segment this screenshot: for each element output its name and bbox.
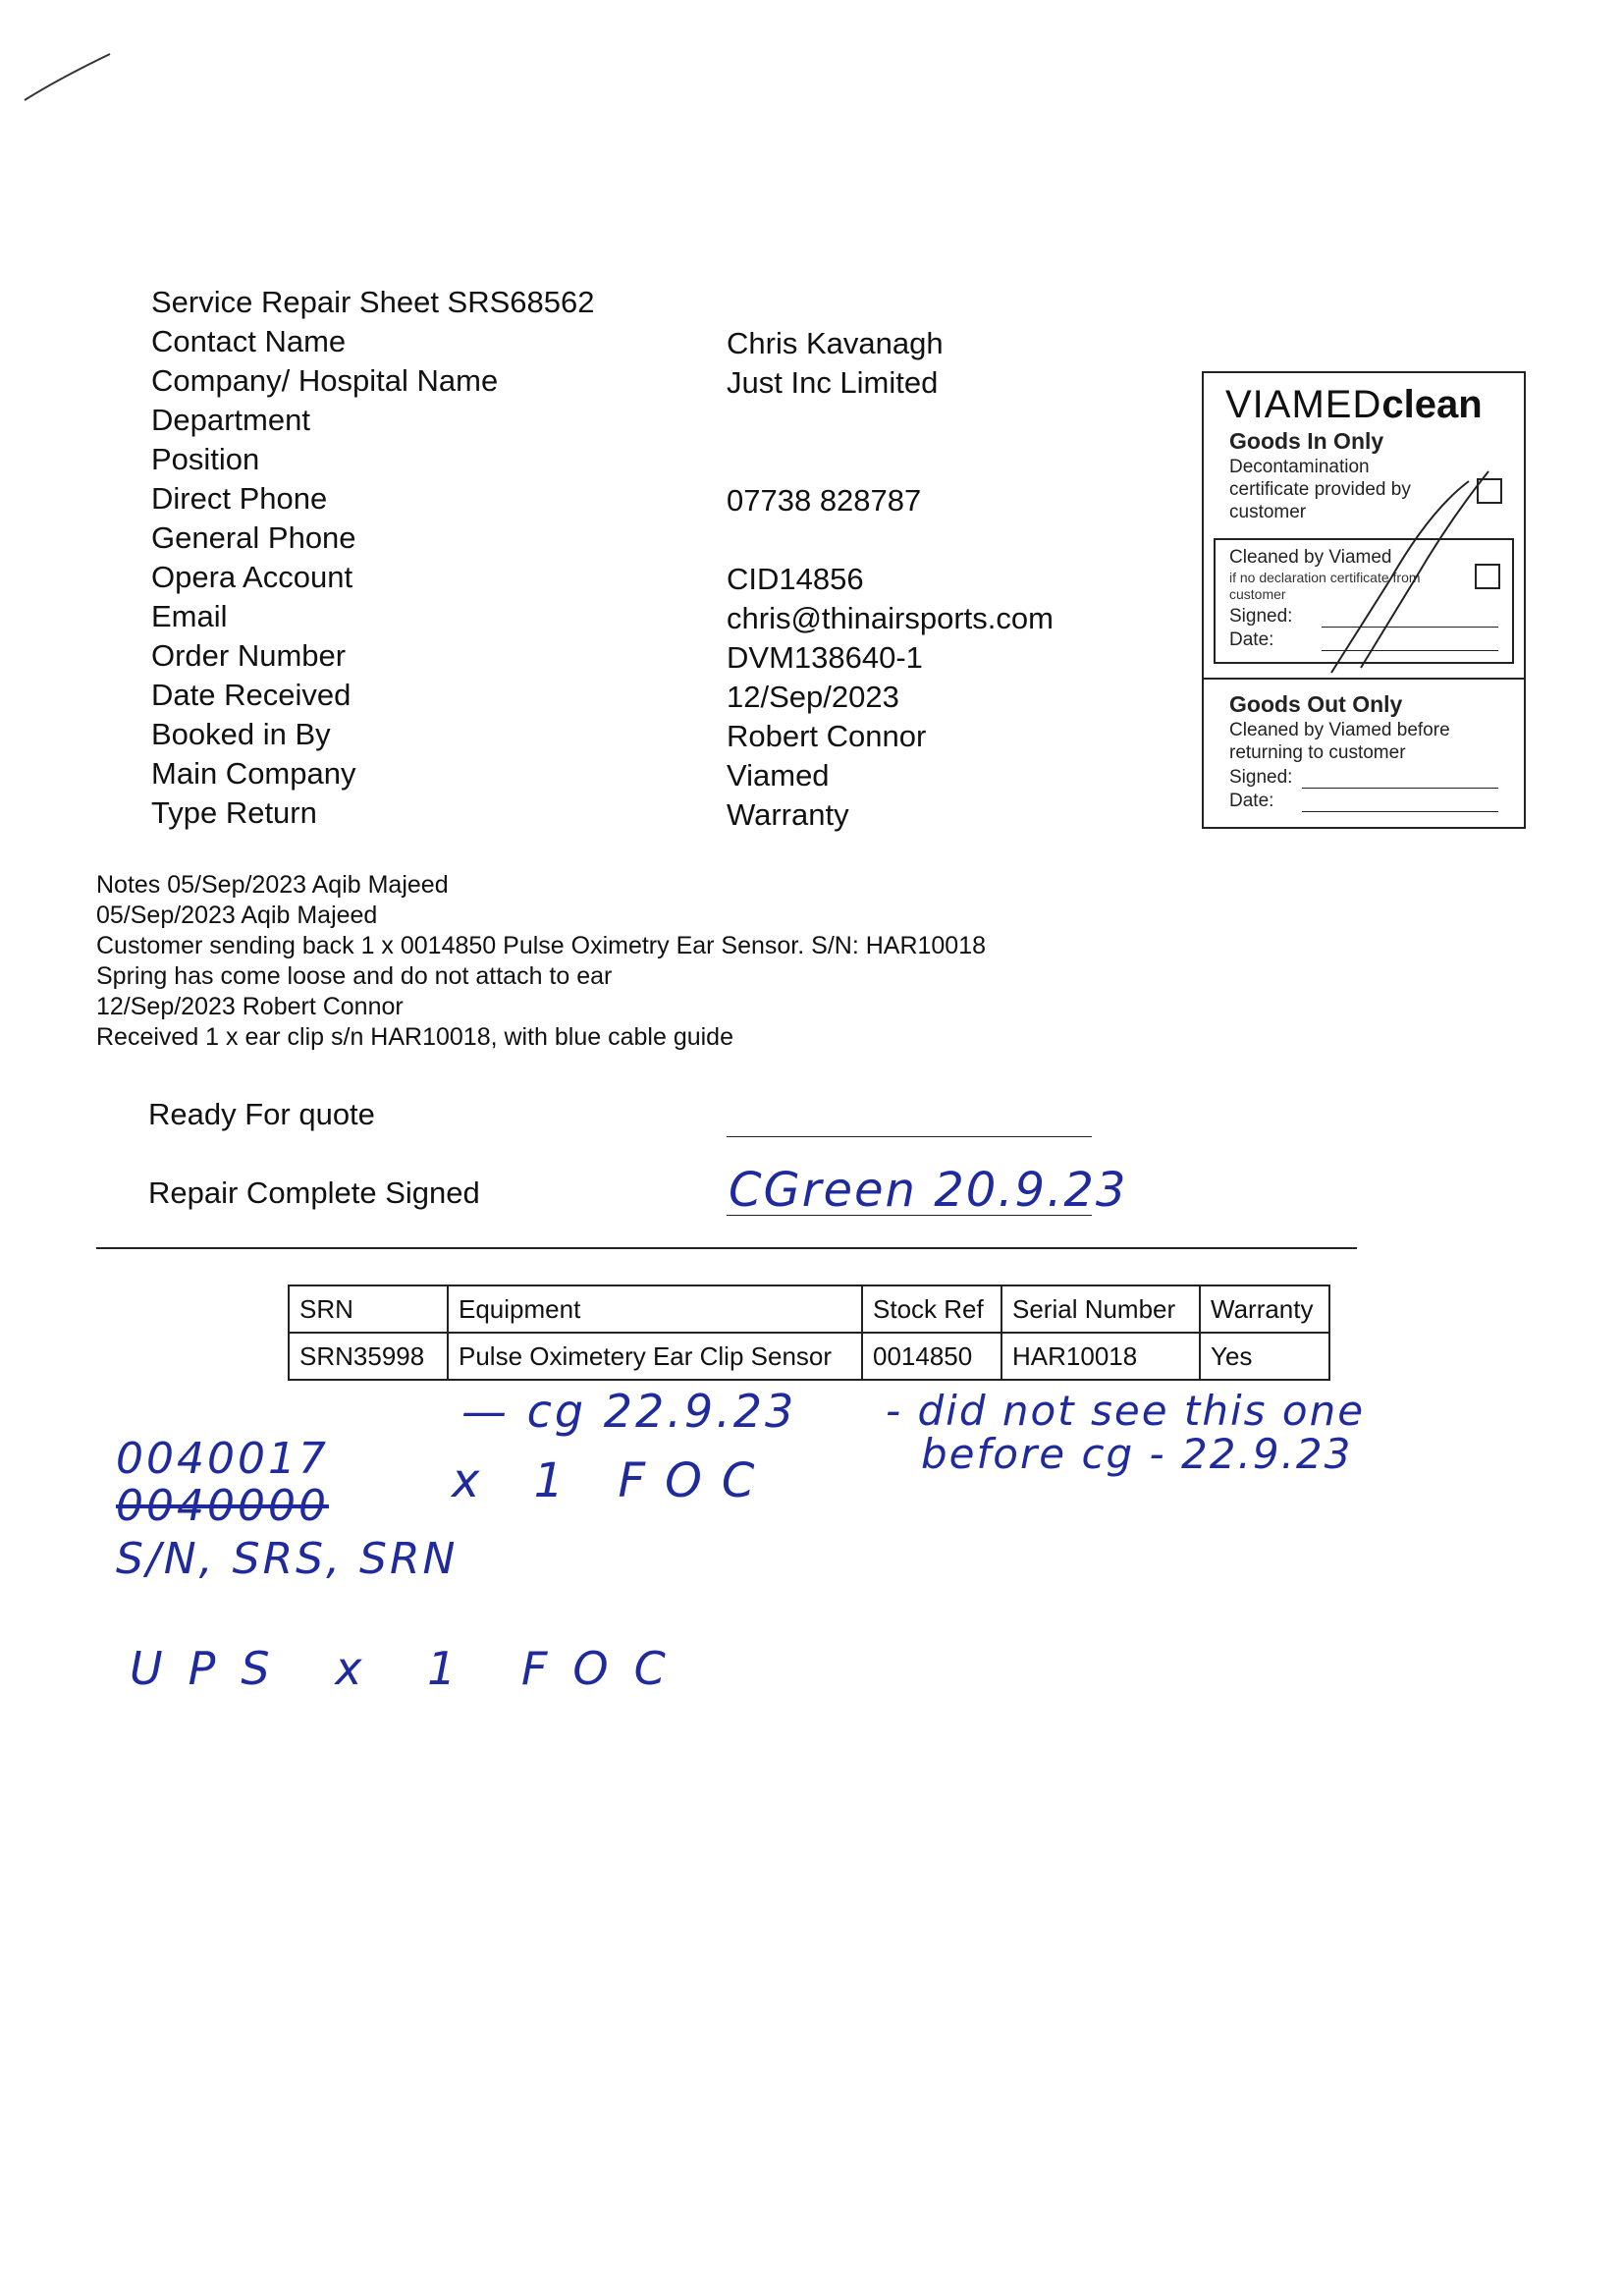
viamed-clean-logo	[1225, 381, 1483, 428]
field-value: Warranty	[727, 797, 849, 832]
repair-complete-line	[727, 1215, 1092, 1216]
goods-in-title: Goods In Only	[1229, 428, 1384, 454]
field-value: Robert Connor	[727, 719, 927, 753]
handwritten-check-mark	[1322, 462, 1498, 678]
goods-out-title: Goods Out Only	[1229, 691, 1403, 717]
handwritten-line-2-rest: x 1 FOC	[452, 1453, 775, 1508]
date-label-2: Date:	[1229, 791, 1274, 811]
cell-warranty: Yes	[1200, 1333, 1329, 1380]
field-value: Just Inc Limited	[727, 365, 939, 400]
note-line: Spring has come loose and do not attach to ear	[96, 962, 613, 990]
note-line: Received 1 x ear clip s/n HAR10018, with blue cable guide	[96, 1023, 733, 1051]
handwritten-line-3: S/N, SRS, SRN	[116, 1534, 459, 1584]
goods-in-text: Decontamination certificate provided by customer	[1229, 457, 1411, 522]
box-divider	[1204, 678, 1524, 680]
ready-for-quote-label: Ready For quote	[148, 1097, 375, 1131]
field-value: 07738 828787	[727, 483, 922, 518]
logo-viamed: VIAMED	[1225, 383, 1382, 426]
equipment-table	[288, 1285, 1330, 1381]
field-label: Booked in By	[151, 717, 331, 751]
field-value: Viamed	[727, 758, 830, 793]
goods-out-text: Cleaned by Viamed before returning to customer	[1229, 720, 1450, 763]
notes-block	[96, 870, 986, 1053]
field-label: Department	[151, 403, 310, 437]
field-label: General Phone	[151, 520, 356, 555]
note-line: Customer sending back 1 x 0014850 Pulse Oximetry Ear Sensor. S/N: HAR10018	[96, 932, 987, 959]
cleaned-note: if no declaration certificate from customer	[1229, 570, 1421, 602]
field-label: Main Company	[151, 756, 356, 791]
field-labels	[151, 322, 498, 833]
field-label: Position	[151, 442, 260, 476]
table-row	[289, 1333, 1329, 1380]
field-label: Date Received	[151, 678, 352, 712]
field-label: Direct Phone	[151, 481, 328, 516]
field-label: Email	[151, 599, 228, 633]
cleaned-title: Cleaned by Viamed	[1229, 547, 1392, 568]
note-line: 05/Sep/2023 Aqib Majeed	[96, 902, 378, 929]
note-line: 12/Sep/2023 Robert Connor	[96, 993, 404, 1020]
ready-for-quote-line[interactable]	[727, 1136, 1092, 1137]
logo-clean: clean	[1381, 383, 1483, 426]
handwritten-line-4: UPS x 1 FOC	[130, 1642, 691, 1695]
field-values	[727, 324, 1054, 835]
decontamination-box	[1202, 371, 1526, 829]
pen-mark-icon	[20, 49, 118, 108]
field-label: Order Number	[151, 638, 347, 673]
page-title: Service Repair Sheet SRS68562	[151, 285, 595, 319]
handwritten-struck-code: 0040000	[116, 1481, 329, 1531]
cell-equipment: Pulse Oximetery Ear Clip Sensor	[448, 1333, 862, 1380]
col-stock-ref: Stock Ref	[862, 1285, 1001, 1333]
cell-serial-number: HAR10018	[1001, 1333, 1200, 1380]
col-equipment: Equipment	[448, 1285, 862, 1333]
signed-line-2	[1302, 788, 1498, 789]
field-value: chris@thinairsports.com	[727, 601, 1054, 635]
col-serial-number: Serial Number	[1001, 1285, 1200, 1333]
field-value	[727, 442, 1054, 481]
field-value: CID14856	[727, 562, 864, 596]
cell-stock-ref: 0014850	[862, 1333, 1001, 1380]
signed-label-2: Signed:	[1229, 767, 1293, 788]
field-label: Opera Account	[151, 560, 353, 594]
field-value: 12/Sep/2023	[727, 680, 899, 714]
repair-signature: CGreen 20.9.23	[729, 1163, 1128, 1218]
field-value: DVM138640-1	[727, 640, 923, 675]
field-value	[727, 403, 1054, 442]
handwritten-line-2-right: before cg - 22.9.23	[921, 1430, 1353, 1478]
field-value	[727, 520, 1054, 560]
field-value: Chris Kavanagh	[727, 326, 944, 360]
cell-srn: SRN35998	[289, 1333, 448, 1380]
col-srn: SRN	[289, 1285, 448, 1333]
field-label: Type Return	[151, 795, 317, 830]
handwritten-line-1-right: - did not see this one	[886, 1387, 1366, 1435]
date-line-2	[1302, 811, 1498, 812]
handwritten-line-1-mid: — cg 22.9.23	[461, 1385, 797, 1438]
table-header-row	[289, 1285, 1329, 1333]
note-line: Notes 05/Sep/2023 Aqib Majeed	[96, 871, 449, 899]
repair-complete-label: Repair Complete Signed	[148, 1175, 480, 1210]
col-warranty: Warranty	[1200, 1285, 1329, 1333]
date-label: Date:	[1229, 629, 1274, 650]
field-label: Contact Name	[151, 324, 347, 358]
signed-label: Signed:	[1229, 606, 1293, 627]
handwritten-line-1-left: 0040017	[116, 1434, 329, 1484]
section-divider	[96, 1247, 1357, 1249]
field-label: Company/ Hospital Name	[151, 363, 499, 398]
